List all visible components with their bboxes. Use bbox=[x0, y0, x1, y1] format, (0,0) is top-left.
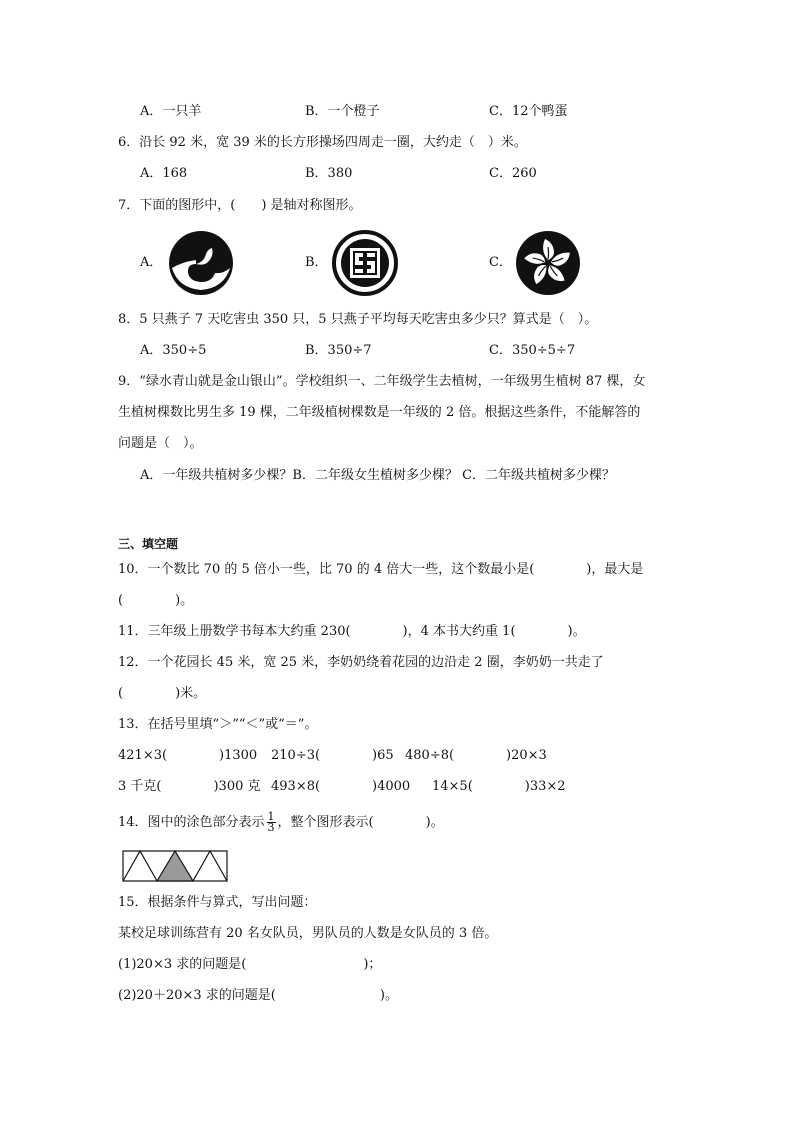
q6-option-c: C．260 bbox=[489, 166, 537, 181]
q13-row2-item3: 14×5( )33×2 bbox=[432, 779, 566, 794]
q9-line-1: 9．“绿水青山就是金山银山”。学校组织一、二年级学生去植树，一年级男生植树 87 棵，女 bbox=[118, 374, 646, 389]
q5-option-b: B．一个橙子 bbox=[305, 104, 380, 119]
q7-label-c: C． bbox=[489, 255, 512, 270]
q9-options: A．一年级共植树多少棵？B．二年级女生植树多少棵？ C．二年级共植树多少棵？ bbox=[140, 468, 616, 483]
q10-line-2: ( )。 bbox=[118, 593, 194, 608]
q13-row2-item2: 493×8( )4000 bbox=[271, 779, 411, 794]
q9-line-2: 生植树棵数比男生多 19 棵，二年级植树棵数是一年级的 2 倍。根据这些条件，不能解答的 bbox=[118, 405, 641, 420]
q15-condition: 某校足球训练营有 20 名女队员，男队员的人数是女队员的 3 倍。 bbox=[118, 926, 498, 941]
q14-fraction-numerator: 1 bbox=[267, 810, 275, 823]
q10-line-1: 10．一个数比 70 的 5 倍小一些，比 70 的 4 倍大一些，这个数最小是( )，最大是 bbox=[118, 562, 644, 577]
q7-stem: 7．下面的图形中，( ) 是轴对称图形。 bbox=[118, 198, 362, 213]
q14-triangle-figure bbox=[122, 850, 228, 886]
q12-line-1: 12．一个花园长 45 米，宽 25 米，李奶奶绕着花园的边沿走 2 圈，李奶奶一共走了 bbox=[118, 655, 604, 670]
q8-option-c: C．350÷5÷7 bbox=[489, 343, 576, 358]
water-drop-logo-icon bbox=[168, 230, 234, 300]
q14-fraction-denominator: 3 bbox=[267, 821, 275, 834]
q5-option-c: C．12个鸭蛋 bbox=[489, 104, 568, 119]
q14-fraction bbox=[267, 812, 276, 833]
q13-stem: 13．在括号里填“＞”“＜”或“＝”。 bbox=[118, 717, 318, 732]
q5-option-a: A．一只羊 bbox=[140, 104, 202, 119]
q14-stem-after: ，整个图形表示( )。 bbox=[277, 815, 444, 830]
q15-sub1: (1)20×3 求的问题是( )； bbox=[118, 957, 382, 972]
q14-stem-before: 14．图中的涂色部分表示 bbox=[118, 815, 265, 830]
q13-row1-item2: 210÷3( )65 bbox=[271, 748, 394, 763]
q13-row1-item1: 421×3( )1300 bbox=[118, 748, 258, 763]
bauhinia-flower-icon bbox=[515, 230, 581, 300]
q7-label-b: B． bbox=[305, 255, 328, 270]
q6-option-a: A．168 bbox=[140, 166, 188, 181]
q13-row1-item3: 480÷8( )20×3 bbox=[405, 748, 547, 763]
q15-sub2: (2)20＋20×3 求的问题是( )。 bbox=[118, 988, 398, 1003]
q6-stem: 6．沿长 92 米，宽 39 米的长方形操场四周走一圈，大约走（ ）米。 bbox=[118, 135, 527, 150]
q6-option-b: B．380 bbox=[305, 166, 353, 181]
section-title-fill-blank: 三、填空题 bbox=[118, 537, 179, 551]
q11-stem: 11．三年级上册数学书每本大约重 230( )，4 本书大约重 1( )。 bbox=[118, 624, 586, 639]
q15-stem: 15．根据条件与算式，写出问题： bbox=[118, 895, 317, 910]
q8-option-a: A．350÷5 bbox=[140, 343, 207, 358]
q12-line-2: ( )米。 bbox=[118, 686, 207, 701]
q13-row2-item1: 3 千克( )300 克 bbox=[118, 779, 261, 794]
q7-label-a: A． bbox=[140, 255, 163, 270]
q14-stem bbox=[118, 812, 444, 833]
bank-logo-icon bbox=[332, 230, 398, 300]
q9-line-3: 问题是（ ）。 bbox=[118, 436, 203, 451]
q8-stem: 8．5 只燕子 7 天吃害虫 350 只，5 只燕子平均每天吃害虫多少只？算式是（ ）。 bbox=[118, 312, 598, 327]
q8-option-b: B．350÷7 bbox=[305, 343, 372, 358]
